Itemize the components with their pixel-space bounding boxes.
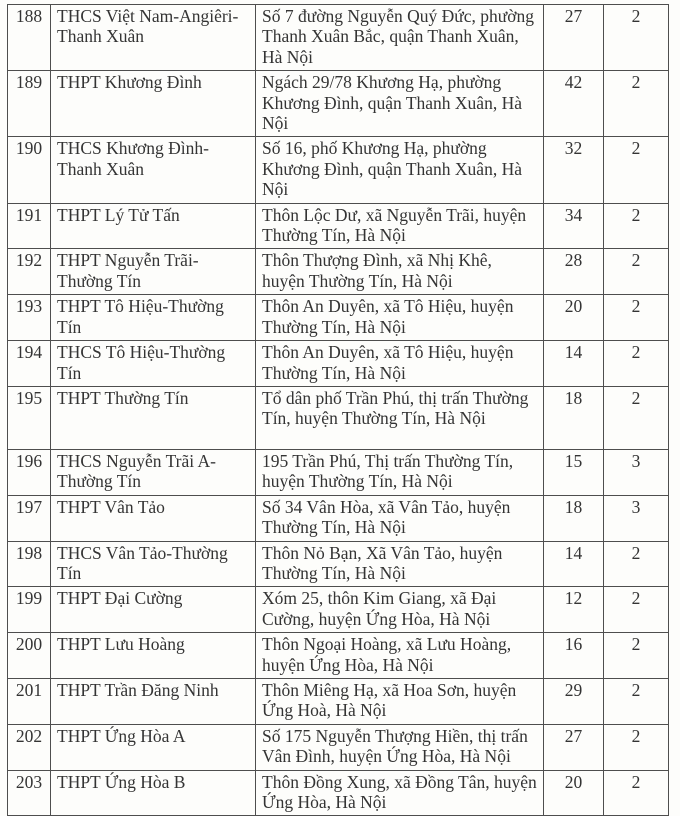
address-cell: Số 175 Nguyễn Thượng Hiền, thị trấn Vân Đình, huyện Ứng Hòa, Hà Nội [256, 724, 544, 770]
count-a-cell: 32 [544, 137, 604, 203]
count-b-cell: 3 [604, 495, 669, 541]
school-name-cell: THPT Vân Tảo [51, 495, 256, 541]
count-b-cell: 2 [604, 295, 669, 341]
count-b-cell: 2 [604, 386, 669, 449]
address-cell: Thôn An Duyên, xã Tô Hiệu, huyện Thường Tín, Hà Nội [256, 341, 544, 387]
table-row [8, 495, 669, 541]
school-name-cell: THPT Ứng Hòa A [51, 724, 256, 770]
school-name-cell: THCS Nguyễn Trãi A-Thường Tín [51, 449, 256, 495]
document-page [0, 4, 680, 816]
count-b-cell: 2 [604, 249, 669, 295]
table-row [8, 71, 669, 137]
table-row [8, 724, 669, 770]
row-number-cell: 189 [8, 71, 51, 137]
school-name-cell: THPT Ứng Hòa B [51, 770, 256, 816]
count-a-cell: 16 [544, 633, 604, 679]
row-number-cell: 196 [8, 449, 51, 495]
row-number-cell: 201 [8, 678, 51, 724]
school-name-cell: THPT Thường Tín [51, 386, 256, 449]
count-a-cell: 42 [544, 71, 604, 137]
row-number-cell: 197 [8, 495, 51, 541]
count-a-cell: 27 [544, 5, 604, 71]
count-a-cell: 29 [544, 678, 604, 724]
row-number-cell: 193 [8, 295, 51, 341]
table-row [8, 5, 669, 71]
row-number-cell: 202 [8, 724, 51, 770]
address-cell: Số 16, phố Khương Hạ, phường Khương Đình, quận Thanh Xuân, Hà Nội [256, 137, 544, 203]
count-b-cell: 2 [604, 587, 669, 633]
school-name-cell: THCS Vân Tảo-Thường Tín [51, 541, 256, 587]
row-number-cell: 200 [8, 633, 51, 679]
address-cell: Thôn Miêng Hạ, xã Hoa Sơn, huyện Ứng Hoà, Hà Nội [256, 678, 544, 724]
school-name-cell: THCS Việt Nam-Angiêri-Thanh Xuân [51, 5, 256, 71]
count-a-cell: 14 [544, 341, 604, 387]
table-row [8, 203, 669, 249]
school-name-cell: THPT Trần Đăng Ninh [51, 678, 256, 724]
school-name-cell: THPT Lưu Hoàng [51, 633, 256, 679]
count-b-cell: 2 [604, 341, 669, 387]
row-number-cell: 198 [8, 541, 51, 587]
count-a-cell: 20 [544, 295, 604, 341]
row-number-cell: 199 [8, 587, 51, 633]
count-a-cell: 14 [544, 541, 604, 587]
count-b-cell: 2 [604, 137, 669, 203]
row-number-cell: 192 [8, 249, 51, 295]
count-b-cell: 2 [604, 71, 669, 137]
count-a-cell: 18 [544, 386, 604, 449]
table-row [8, 633, 669, 679]
row-number-cell: 194 [8, 341, 51, 387]
school-name-cell: THPT Nguyễn Trãi-Thường Tín [51, 249, 256, 295]
table-row [8, 449, 669, 495]
table-row [8, 249, 669, 295]
row-number-cell: 188 [8, 5, 51, 71]
address-cell: Thôn Đồng Xung, xã Đồng Tân, huyện Ứng Hòa, Hà Nội [256, 770, 544, 816]
address-cell: 195 Trần Phú, Thị trấn Thường Tín, huyện Thường Tín, Hà Nội [256, 449, 544, 495]
table-row [8, 295, 669, 341]
address-cell: Xóm 25, thôn Kim Giang, xã Đại Cường, huyện Ứng Hòa, Hà Nội [256, 587, 544, 633]
address-cell: Thôn Ngoại Hoàng, xã Lưu Hoàng, huyện Ứng Hòa, Hà Nội [256, 633, 544, 679]
row-number-cell: 203 [8, 770, 51, 816]
count-b-cell: 2 [604, 770, 669, 816]
table-row [8, 770, 669, 816]
table-row [8, 386, 669, 449]
count-a-cell: 20 [544, 770, 604, 816]
row-number-cell: 190 [8, 137, 51, 203]
count-b-cell: 2 [604, 678, 669, 724]
school-name-cell: THCS Tô Hiệu-Thường Tín [51, 341, 256, 387]
address-cell: Số 34 Vân Hòa, xã Vân Tảo, huyện Thường Tín, Hà Nội [256, 495, 544, 541]
address-cell: Ngách 29/78 Khương Hạ, phường Khương Đình, quận Thanh Xuân, Hà Nội [256, 71, 544, 137]
school-name-cell: THPT Lý Tử Tấn [51, 203, 256, 249]
address-cell: Tổ dân phố Trần Phú, thị trấn Thường Tín, huyện Thường Tín, Hà Nội [256, 386, 544, 449]
count-a-cell: 27 [544, 724, 604, 770]
table-row [8, 587, 669, 633]
address-cell: Thôn Thượng Đình, xã Nhị Khê, huyện Thường Tín, Hà Nội [256, 249, 544, 295]
address-cell: Thôn Nỏ Bạn, Xã Vân Tảo, huyện Thường Tín, Hà Nội [256, 541, 544, 587]
count-b-cell: 2 [604, 541, 669, 587]
school-name-cell: THPT Khương Đình [51, 71, 256, 137]
count-b-cell: 3 [604, 449, 669, 495]
count-b-cell: 2 [604, 5, 669, 71]
count-a-cell: 28 [544, 249, 604, 295]
count-a-cell: 18 [544, 495, 604, 541]
count-a-cell: 12 [544, 587, 604, 633]
school-list-table [7, 4, 669, 816]
table-body [8, 5, 669, 816]
row-number-cell: 195 [8, 386, 51, 449]
table-row [8, 541, 669, 587]
school-name-cell: THPT Tô Hiệu-Thường Tín [51, 295, 256, 341]
table-row [8, 341, 669, 387]
count-b-cell: 2 [604, 724, 669, 770]
row-number-cell: 191 [8, 203, 51, 249]
count-b-cell: 2 [604, 203, 669, 249]
school-name-cell: THPT Đại Cường [51, 587, 256, 633]
count-b-cell: 2 [604, 633, 669, 679]
table-row [8, 678, 669, 724]
table-row [8, 137, 669, 203]
address-cell: Thôn An Duyên, xã Tô Hiệu, huyện Thường Tín, Hà Nội [256, 295, 544, 341]
address-cell: Thôn Lộc Dư, xã Nguyễn Trãi, huyện Thường Tín, Hà Nội [256, 203, 544, 249]
count-a-cell: 15 [544, 449, 604, 495]
address-cell: Số 7 đường Nguyễn Quý Đức, phường Thanh Xuân Bắc, quận Thanh Xuân, Hà Nội [256, 5, 544, 71]
count-a-cell: 34 [544, 203, 604, 249]
school-name-cell: THCS Khương Đình-Thanh Xuân [51, 137, 256, 203]
